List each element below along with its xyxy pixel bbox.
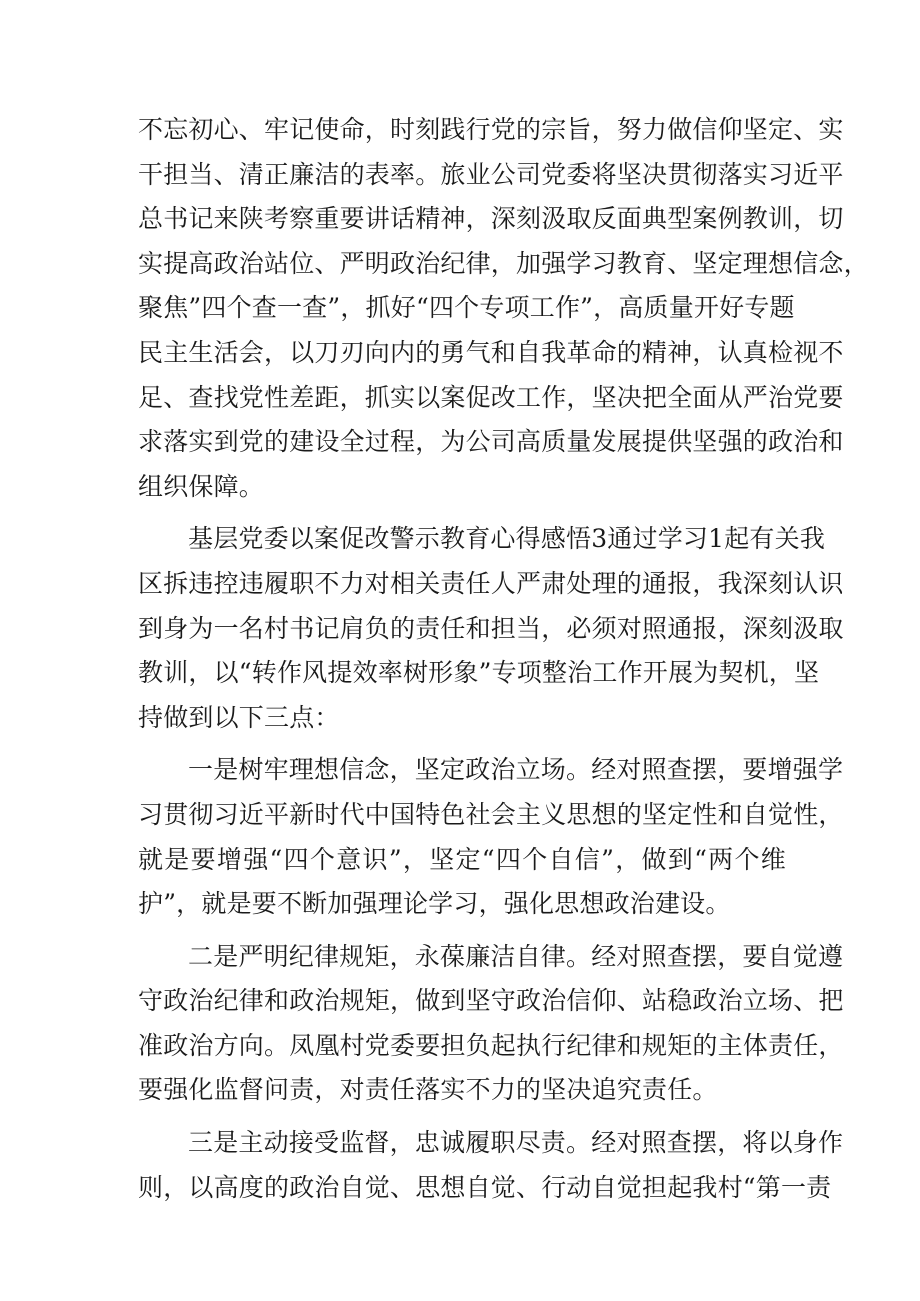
text-line: 守政治纪律和政治规矩，做到坚守政治信仰、站稳政治立场、把 xyxy=(138,986,844,1016)
text-line: 则，以高度的政治自觉、思想自觉、行动自觉担起我村“第一责 xyxy=(138,1172,832,1202)
paragraph-5 xyxy=(138,1121,844,1210)
text-line: 二是严明纪律规矩，永葆廉洁自律。经对照查摆，要自觉遵 xyxy=(188,941,844,971)
text-line: 总书记来陕考察重要讲话精神，深刻汲取反面典型案例教训，切 xyxy=(138,204,844,234)
paragraph-1 xyxy=(138,108,869,509)
text-line: 不忘初心、牢记使命，时刻践行党的宗旨，努力做信仰坚定、实 xyxy=(138,115,844,144)
text-line: 求落实到党的建设全过程，为公司高质量发展提供坚强的政治和 xyxy=(138,427,844,457)
text-line: 三是主动接受监督，忠诚履职尽责。经对照查摆，将以身作 xyxy=(188,1128,844,1158)
text-line: 护”，就是要不断加强理论学习，强化思想政治建设。 xyxy=(138,889,731,919)
text-line: 组织保障。 xyxy=(138,471,265,501)
text-line: 到身为一名村书记肩负的责任和担当，必须对照通报，深刻汲取 xyxy=(138,613,844,643)
text-line: 聚焦”四个查一查”，抓好“四个专项工作”，高质量开好专题 xyxy=(138,293,795,323)
text-line: 干担当、清正廉洁的表率。旅业公司党委将坚决贯彻落实习近平 xyxy=(138,159,844,189)
text-line: 习贯彻习近平新时代中国特色社会主义思想的坚定性和自觉性， xyxy=(138,799,844,829)
paragraph-3 xyxy=(138,748,844,926)
text-line: 一是树牢理想信念，坚定政治立场。经对照查摆，要增强学 xyxy=(188,755,844,785)
text-line: 教训，以“转作风提效率树形象”专项整治工作开展为契机，坚 xyxy=(138,658,820,688)
text-line: 民主生活会，以刀刃向内的勇气和自我革命的精神，认真检视不 xyxy=(138,337,844,367)
paragraph-2 xyxy=(138,517,844,740)
text-line: 区拆违控违履职不力对相关责任人严肃处理的通报，我深刻认识 xyxy=(138,568,844,598)
text-line: 就是要增强“四个意识”，坚定“四个自信”，做到“两个维 xyxy=(138,844,786,874)
text-line: 准政治方向。凤凰村党委要担负起执行纪律和规矩的主体责任， xyxy=(138,1030,844,1060)
document-body xyxy=(138,108,869,1218)
paragraph-4 xyxy=(138,935,844,1113)
text-line: 足、查找党性差距，抓实以案促改工作，坚决把全面从严治党要 xyxy=(138,382,844,412)
text-line: 基层党委以案促改警示教育心得感悟3通过学习1起有关我 xyxy=(188,524,826,554)
text-line: 持做到以下三点： xyxy=(138,702,340,732)
text-line: 实提高政治站位、严明政治纪律，加强学习教育、坚定理想信念， xyxy=(138,248,869,278)
text-line: 要强化监督问责，对责任落实不力的坚决追究责任。 xyxy=(138,1075,718,1105)
